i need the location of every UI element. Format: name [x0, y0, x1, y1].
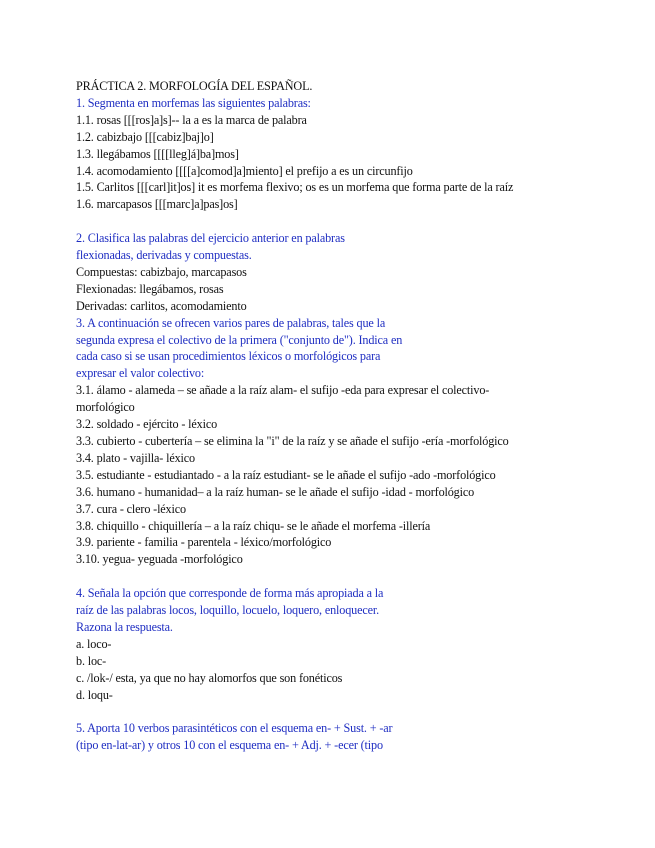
section-4 [76, 585, 636, 703]
answer-3-10: 3.10. yegua- yeguada -morfológico [76, 552, 243, 567]
question-5-line: (tipo en-lat-ar) y otros 10 con el esquema en- + Adj. + -ecer (tipo [76, 738, 383, 753]
option-b: b. loc- [76, 653, 107, 668]
answer-3-2: 3.2. soldado - ejército - léxico [76, 417, 218, 432]
answer-3-8: 3.8. chiquillo - chiquillería – a la raíz chiqu- se le añade el morfema -illería [76, 518, 431, 533]
answer-3-6: 3.6. humano - humanidad– a la raíz human- se le añade el sufijo -idad - morfológico [76, 484, 475, 499]
blank-line [76, 704, 636, 721]
answer-1-3: 1.3. llegábamos [[[[lleg]á]ba]mos] [76, 146, 239, 161]
answer-compuestas: Compuestas: cabizbajo, marcapasos [76, 264, 247, 279]
answer-1-5: 1.5. Carlitos [[[carl]it]os] it es morfema flexivo; os es un morfema que forma parte de la raíz [76, 180, 514, 195]
answer-3-1: 3.1. álamo - alameda – se añade a la raíz alam- el sufijo -eda para expresar el colectivo- [76, 383, 490, 398]
question-3-line: expresar el valor colectivo: [76, 366, 205, 381]
answer-3-1-cont: morfológico [76, 400, 135, 415]
question-5-line: 5. Aporta 10 verbos parasintéticos con el esquema en- + Sust. + -ar [76, 721, 393, 736]
document-title: PRÁCTICA 2. MORFOLOGÍA DEL ESPAÑOL. [76, 79, 313, 93]
blank-line [76, 213, 636, 230]
section-1 [76, 95, 636, 213]
question-2-line: 2. Clasifica las palabras del ejercicio anterior en palabras [76, 231, 345, 246]
question-4-line: 4. Señala la opción que corresponde de forma más apropiada a la [76, 586, 384, 601]
answer-1-2: 1.2. cabizbajo [[[cabiz]baj]o] [76, 129, 214, 144]
section-2 [76, 230, 636, 315]
document-page [76, 78, 636, 754]
question-2-line: flexionadas, derivadas y compuestas. [76, 248, 252, 263]
question-1: 1. Segmenta en morfemas las siguientes palabras: [76, 95, 311, 110]
answer-1-6: 1.6. marcapasos [[[marc]a]pas]os] [76, 197, 238, 212]
blank-line [76, 568, 636, 585]
question-4-line: Razona la respuesta. [76, 619, 173, 634]
answer-flexionadas: Flexionadas: llegábamos, rosas [76, 281, 224, 296]
answer-1-4: 1.4. acomodamiento [[[[a]comod]a]miento] el prefijo a es un circunfijo [76, 163, 413, 178]
answer-3-9: 3.9. pariente - familia - parentela - léxico/morfológico [76, 535, 332, 550]
option-a: a. loco- [76, 636, 112, 651]
question-3-line: cada caso si se usan procedimientos léxicos o morfológicos para [76, 349, 381, 364]
answer-3-5: 3.5. estudiante - estudiantado - a la raíz estudiant- se le añade el sufijo -ado -morfológico [76, 467, 496, 482]
question-4-line: raíz de las palabras locos, loquillo, locuelo, loquero, enloquecer. [76, 603, 379, 618]
answer-derivadas: Derivadas: carlitos, acomodamiento [76, 298, 247, 313]
answer-3-3: 3.3. cubierto - cubertería – se elimina la "i" de la raíz y se añade el sufijo -ería -morfológico [76, 434, 509, 449]
answer-1-1: 1.1. rosas [[[ros]a]s]-- la a es la marca de palabra [76, 112, 307, 127]
option-c: c. /lok-/ esta, ya que no hay alomorfos que son fonéticos [76, 670, 343, 685]
option-d: d. loqu- [76, 687, 113, 702]
question-3-line: 3. A continuación se ofrecen varios pares de palabras, tales que la [76, 315, 386, 330]
answer-3-4: 3.4. plato - vajilla- léxico [76, 450, 195, 465]
section-5 [76, 720, 636, 754]
answer-3-7: 3.7. cura - clero -léxico [76, 501, 186, 516]
question-3-line: segunda expresa el colectivo de la primera ("conjunto de"). Indica en [76, 332, 403, 347]
section-3 [76, 315, 636, 569]
